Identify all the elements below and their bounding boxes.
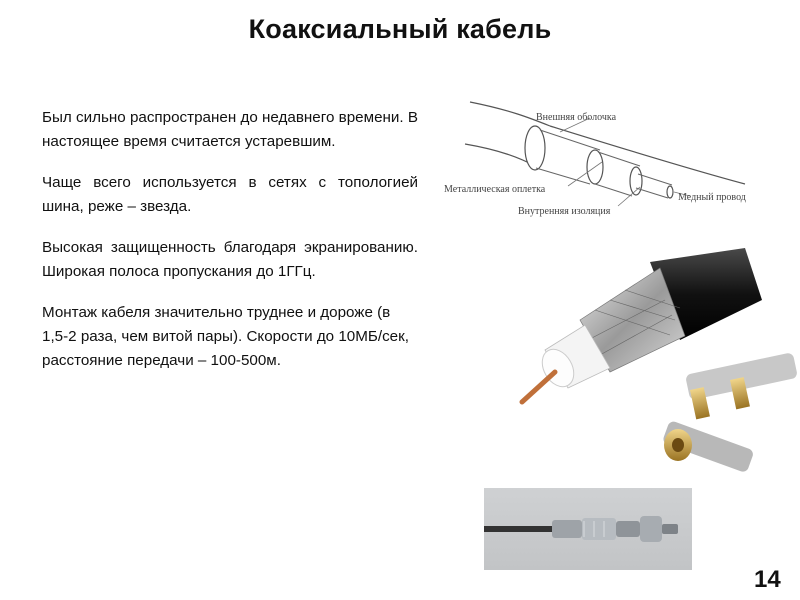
coaxial-connector-photo — [484, 488, 692, 570]
cable-structure-diagram — [440, 92, 780, 232]
label-inner-insulation: Внутренняя изоляция — [518, 206, 611, 217]
coaxial-cable-photo — [500, 240, 800, 480]
label-outer-jacket: Внешняя оболочка — [536, 112, 617, 123]
paragraph-installation: Монтаж кабеля значительно труднее и дороже (в 1,5-2 раза, чем витой пары). Скорости до 10МБ/сек, расстояние передачи – 100-500м. — [42, 304, 409, 369]
slide-body — [42, 106, 418, 390]
paragraph-topology: Чаще всего используется в сетях с топологией шина, реже – звезда. — [42, 174, 418, 215]
label-metal-braid: Металлическая оплетка — [444, 184, 546, 195]
page-number: 14 — [754, 566, 781, 593]
connector-photo-drawing — [484, 488, 692, 570]
cable-photo-drawing — [500, 240, 800, 480]
paragraph-shielding: Высокая защищенность благодаря экранированию. Широкая полоса пропускания до 1ГГц. — [42, 239, 418, 280]
slide-title: Коаксиальный кабель — [248, 14, 552, 44]
paragraph-usage-history: Был сильно распространен до недавнего времени. В настоящее время считается устаревшим. — [42, 109, 418, 150]
label-copper-wire: Медный провод — [678, 192, 746, 203]
